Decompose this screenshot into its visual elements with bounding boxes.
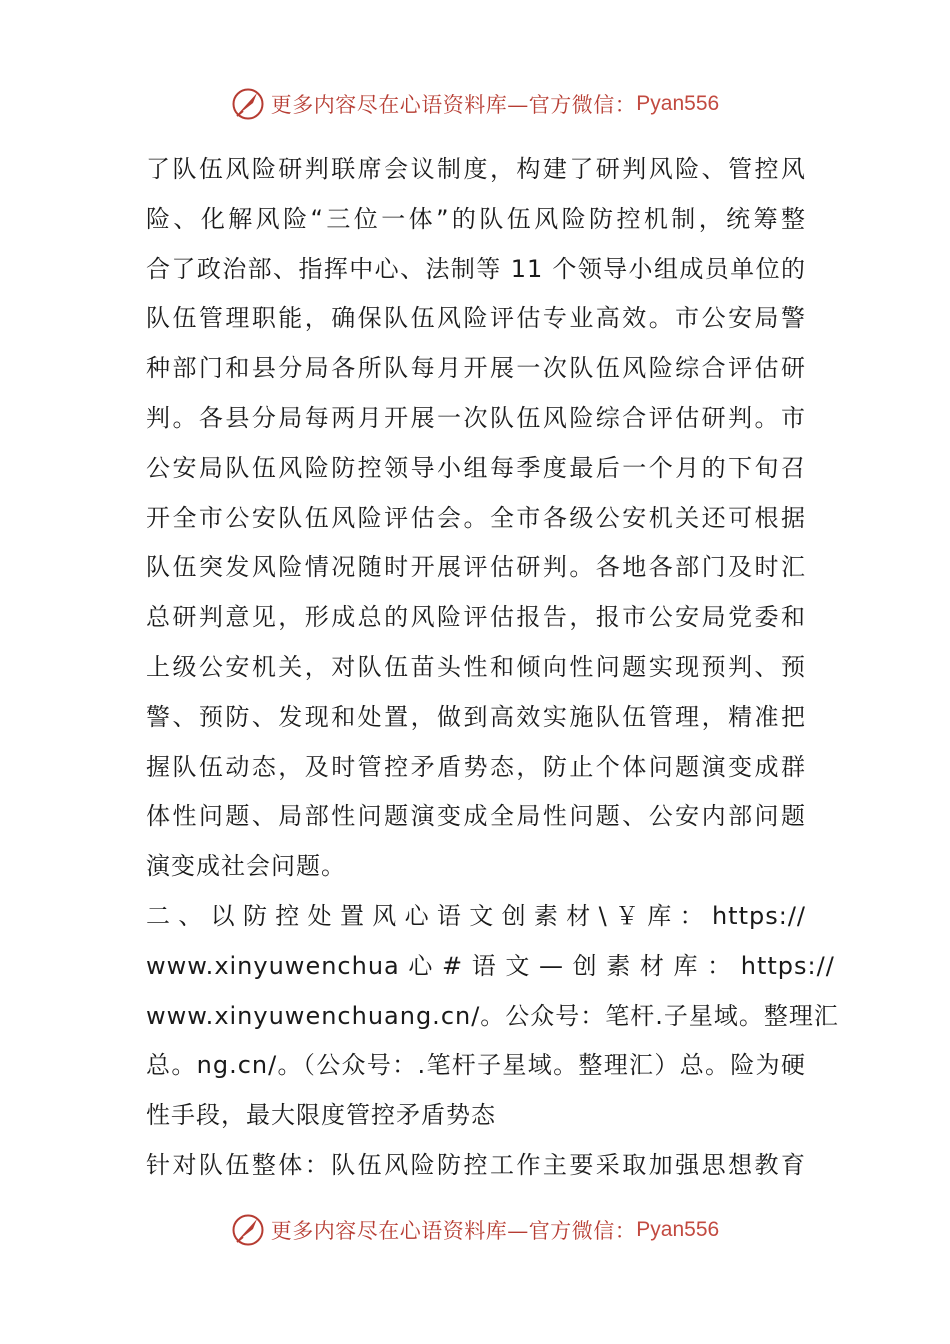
text-line: 总。ng.cn/。（公众号：.笔杆子星域。整理汇）总。险为硬	[146, 1051, 806, 1080]
quill-pen-logo-icon	[231, 87, 265, 121]
footer-banner	[0, 1210, 950, 1250]
text-line: 公安局队伍风险防控领导小组每季度最后一个月的下旬召	[146, 453, 806, 482]
text-line: 了队伍风险研判联席会议制度，构建了研判风险、管控风	[146, 155, 806, 183]
text-line: 上级公安机关，对队伍苗头性和倾向性问题实现预判、预	[146, 652, 806, 681]
text-line: 合了政治部、指挥中心、法制等 11 个领导小组成员单位的	[146, 254, 806, 283]
text-line: 二、以防控处置风心语文创素材\￥库：https://	[146, 901, 806, 930]
text-line: 队伍突发风险情况随时开展评估研判。各地各部门及时汇	[146, 553, 806, 582]
header-banner	[0, 84, 950, 124]
text-line: www.xinyuwenchuang.cn/。公众号：笔杆.子星域。整理汇	[146, 1001, 839, 1030]
text-line: 险、化解风险“三位一体”的队伍风险防控机制，统筹整	[146, 204, 806, 233]
text-line: 判。各县分局每两月开展一次队伍风险综合评估研判。市	[146, 403, 806, 432]
text-line: 总研判意见，形成总的风险评估报告，报市公安局党委和	[146, 603, 806, 632]
text-line: 队伍管理职能，确保队伍风险评估专业高效。市公安局警	[146, 304, 806, 333]
text-line: 警、预防、发现和处置，做到高效实施队伍管理，精准把	[146, 702, 806, 731]
text-line: 种部门和县分局各所队每月开展一次队伍风险综合评估研	[146, 354, 806, 383]
text-line: 演变成社会问题。	[146, 852, 346, 881]
document-body	[146, 145, 839, 1191]
footer-wechat-id: Pyan556	[636, 1218, 720, 1241]
header-wechat-id: Pyan556	[636, 92, 720, 115]
text-line: 握队伍动态，及时管控矛盾势态，防止个体问题演变成群	[146, 752, 806, 781]
text-line: www.xinyuwenchua 心 # 语 文 — 创 素 材 库 ： https://	[146, 951, 835, 980]
text-line: 针对队伍整体：队伍风险防控工作主要采取加强思想教育	[146, 1150, 806, 1179]
text-line: 性手段，最大限度管控矛盾势态	[146, 1101, 496, 1130]
text-line: 体性问题、局部性问题演变成全局性问题、公安内部问题	[146, 802, 806, 831]
header-banner-text: 更多内容尽在心语资料库—官方微信：	[270, 93, 637, 117]
footer-banner-text: 更多内容尽在心语资料库—官方微信：	[270, 1219, 637, 1243]
text-line: 开全市公安队伍风险评估会。全市各级公安机关还可根据	[146, 503, 806, 532]
quill-pen-logo-icon	[231, 1213, 265, 1247]
